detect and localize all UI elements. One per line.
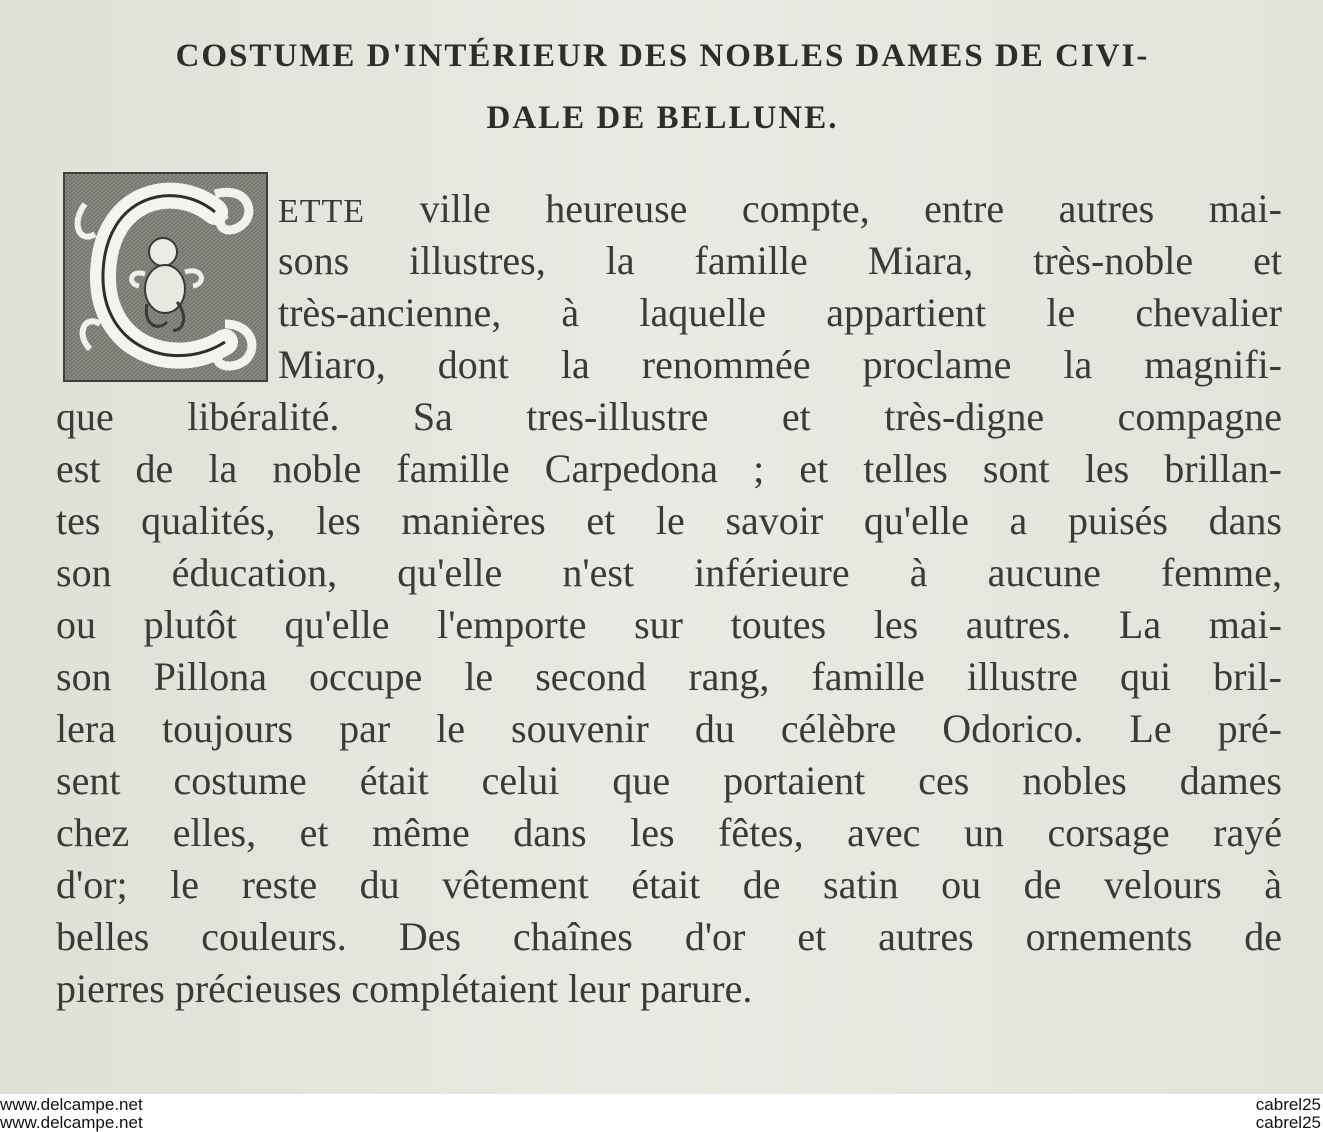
ornamental-initial-c bbox=[63, 172, 268, 382]
text-line-13: chez elles, et même dans les fêtes, avec un corsage rayé bbox=[56, 810, 1282, 855]
text-line-1 bbox=[278, 183, 1282, 238]
text-line-12: sent costume était celui que portaient ces nobles dames bbox=[56, 758, 1282, 803]
text-line-6: est de la noble famille Carpedona ; et telles sont les brillan- bbox=[56, 446, 1282, 491]
text-line-9: ou plutôt qu'elle l'emporte sur toutes les autres. La mai- bbox=[56, 602, 1282, 647]
page-title-line-2: DALE DE BELLUNE. bbox=[486, 100, 839, 136]
text-line-4: Miaro, dont la renommée proclame la magnifi- bbox=[278, 342, 1282, 387]
text-line-16: pierres précieuses complétaient leur parure. bbox=[56, 966, 753, 1011]
watermark-user-bottom: cabrel25 bbox=[1255, 1113, 1321, 1132]
text-line-1-content: ville heureuse compte, entre autres mai- bbox=[419, 186, 1282, 231]
text-line-7: tes qualités, les manières et le savoir qu'elle a puisés dans bbox=[56, 498, 1282, 543]
text-line-15: belles couleurs. Des chaînes d'or et autres ornements de bbox=[56, 914, 1282, 959]
watermark-bar bbox=[0, 1094, 1323, 1132]
page-title-line-1: COSTUME D'INTÉRIEUR DES NOBLES DAMES DE CIVI- bbox=[175, 38, 1150, 74]
text-line-3: très-ancienne, à laquelle appartient le chevalier bbox=[278, 290, 1282, 335]
text-line-14: d'or; le reste du vêtement était de satin ou de velours à bbox=[56, 862, 1282, 907]
text-line-5: que libéralité. Sa tres-illustre et très-digne compagne bbox=[56, 394, 1282, 439]
text-line-2: sons illustres, la famille Miara, très-noble et bbox=[278, 238, 1282, 283]
watermark-user-top: cabrel25 bbox=[1255, 1095, 1321, 1114]
watermark-site-top: www.delcampe.net bbox=[0, 1095, 143, 1114]
watermark-site-bottom: www.delcampe.net bbox=[0, 1113, 143, 1132]
first-word: ETTE bbox=[278, 193, 366, 230]
text-line-11: lera toujours par le souvenir du célèbre Odorico. Le pré- bbox=[56, 706, 1282, 751]
text-line-8: son éducation, qu'elle n'est inférieure à aucune femme, bbox=[56, 550, 1282, 595]
text-line-10: son Pillona occupe le second rang, famille illustre qui bril- bbox=[56, 654, 1282, 699]
